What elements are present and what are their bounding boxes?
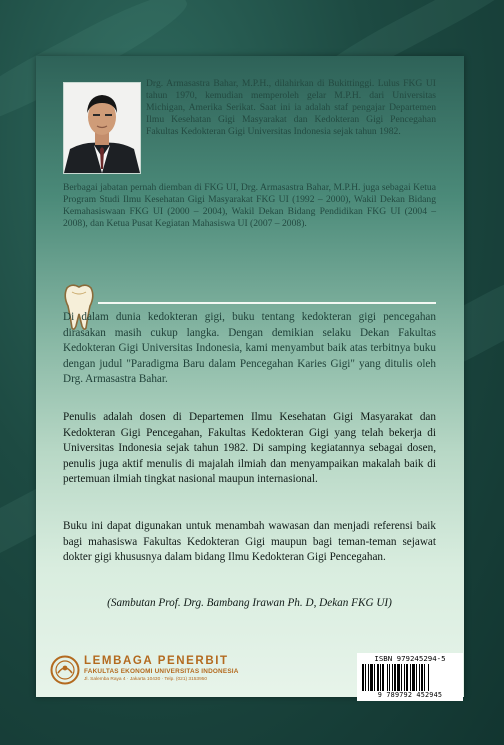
isbn-label: ISBN 979245294-5	[374, 654, 446, 663]
barcode-bars	[361, 664, 459, 691]
divider-rule	[98, 302, 436, 304]
barcode	[357, 653, 463, 701]
publisher-logo-icon	[50, 655, 80, 685]
foreword-paragraph: Penulis adalah dosen di Departemen Ilmu Kesehatan Gigi Masyarakat dan Kedokteran Gigi Pencegahan, Fakultas Kedokteran Gigi yang telah bekerja di Universitas Indonesia sejak tahun 1982. Di samping kegiatannya sebagai dosen, penulis juga aktif menulis di majalah ilmiah dan menyampaikan makalah baik di pertemuan ilmiah tingkat nasional maupun internasional.	[63, 411, 436, 485]
foreword-paragraph: Buku ini dapat digunakan untuk menambah wawasan dan menjadi referensi baik bagi mahasiswa Fakultas Kedokteran Gigi maupun bagi teman-teman sejawat dokter gigi khususnya dalam bidang Ilmu Kedokteran Gigi Pencegahan.	[63, 520, 436, 563]
author-bio-paragraph: Berbagai jabatan pernah diemban di FKG UI, Drg. Armasastra Bahar, M.P.H. juga sebagai Ketua Program Studi Ilmu Kesehatan Gigi Masyarakat FKG UI (1992 – 2000), Wakil Dekan Bidang Kemahasiswaan FKG UI (2000 – 2004), Wakil Dekan Bidang Pendidikan FKG UI (2004 – 2008), dan Ketua Pusat Kegiatan Mahasiswa UI (2007 – 2008).	[63, 182, 436, 229]
foreword-paragraph: Di dalam dunia kedokteran gigi, buku tentang kedokteran gigi pencegahan dirasakan masih cukup langka. Dengan demikian selaku Dekan Fakultas Kedokteran Gigi Universitas Indonesia, kami menyambut baik atas terbitnya buku dengan judul "Paradigma Baru dalam Pencegahan Karies Gigi" yang ditulis oleh Drg. Armasastra Bahar.	[63, 311, 436, 385]
publisher-address: Jl. Salemba Raya 4 · Jakarta 10430 · Telp. (021) 3153950	[84, 677, 208, 682]
publisher-institution: FAKULTAS EKONOMI UNIVERSITAS INDONESIA	[84, 668, 239, 675]
foreword-attribution: (Sambutan Prof. Drg. Bambang Irawan Ph. D, Dekan FKG UI)	[107, 597, 392, 609]
publisher-name: LEMBAGA PENERBIT	[84, 655, 229, 667]
author-bio-paragraph: Drg. Armasastra Bahar, M.P.H., dilahirkan di Bukittinggi. Lulus FKG UI tahun 1970, kemudian memperoleh gelar M.P.H. dari Universitas Michigan, Amerika Serikat. Saat ini ia adalah staf pengajar Departemen Ilmu Kesehatan Gigi Masyarakat dan Kedokteran Gigi Pencegahan Fakultas Kedokteran Gigi Universitas Indonesia sejak tahun 1982.	[146, 78, 436, 137]
barcode-number: 9 789792 452945	[377, 691, 443, 699]
author-photo	[63, 82, 141, 174]
